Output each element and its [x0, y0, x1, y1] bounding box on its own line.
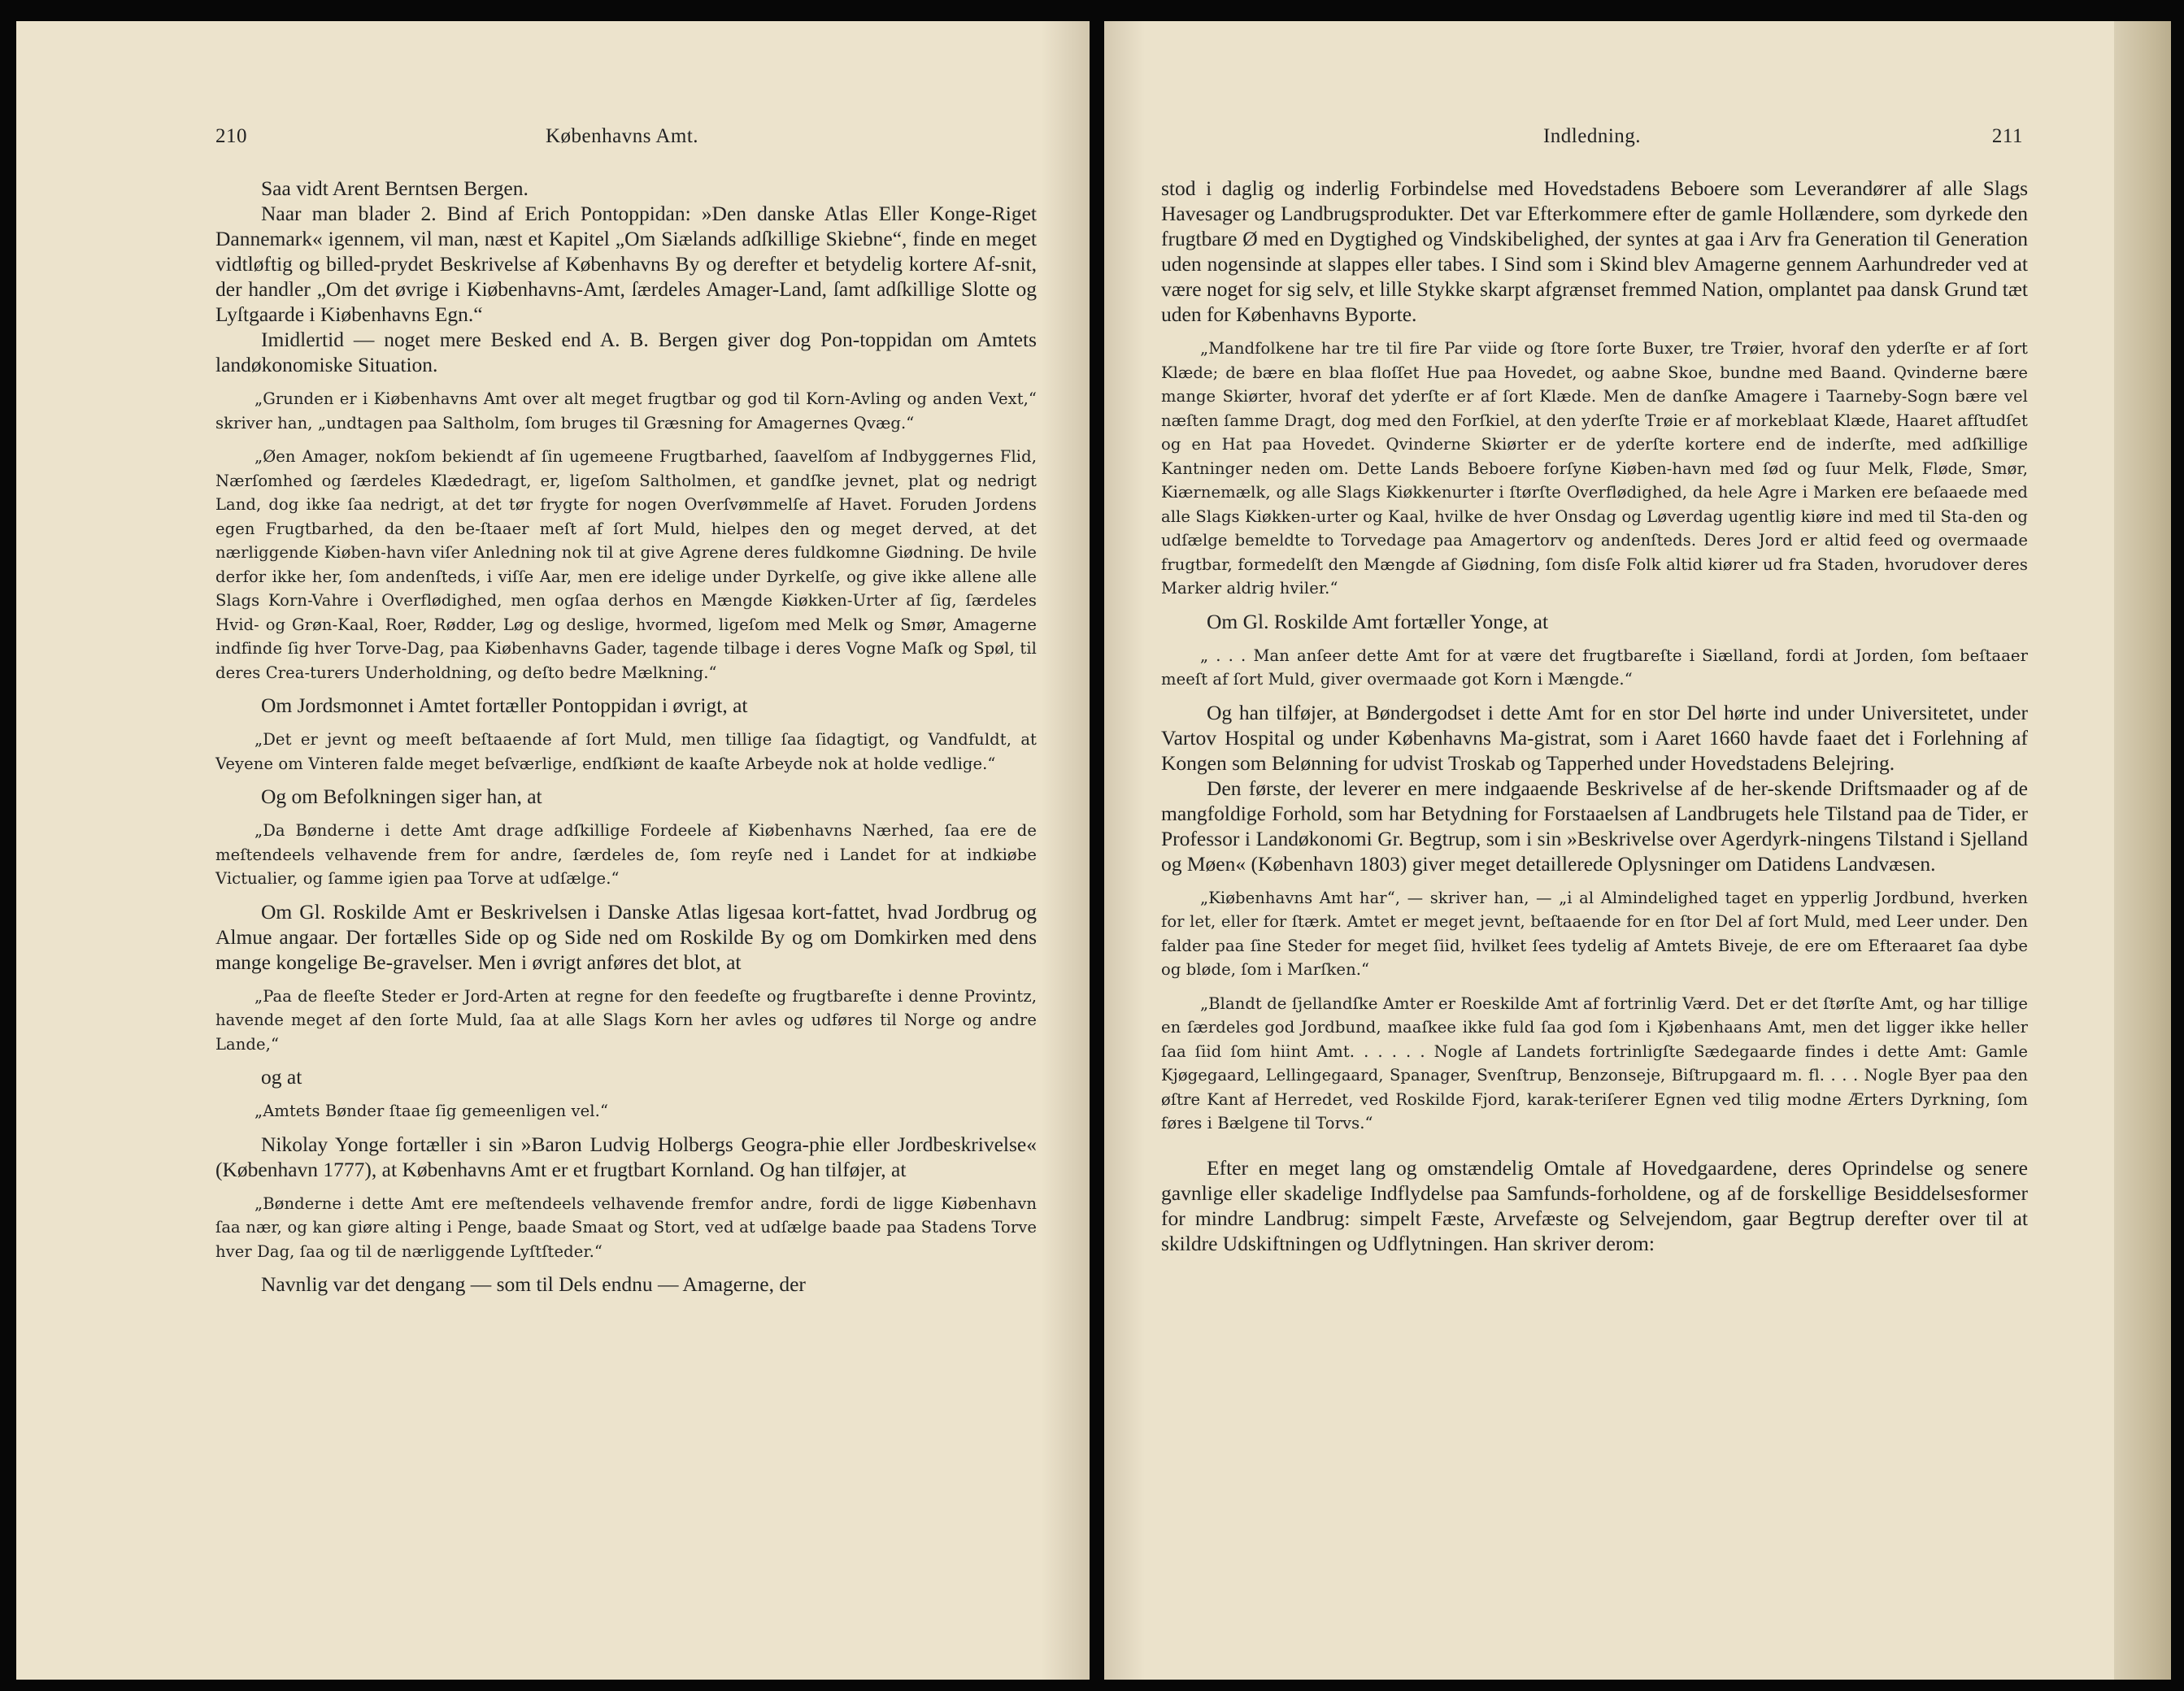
- paragraph: stod i daglig og inderlig Forbindelse med Hovedstadens Beboere som Leverandører af alle Slags Havesager og Landbrugsprodukter. Det var Efterkommere efter de gamle Hollændere, som dyrkede den frugtbare Ø med en Dygtighed og Vindskibelighed, der syntes at gaa i Arv fra Generation til Generation uden nogensinde at slappes eller tabes. I Sind som i Skind blev Amagerne gennem Aarhundreder ved at være noget for sig selv, et lille Stykke skarpt afgrænset fremmed Nation, omplantet paa dansk Grund tæt uden for Københavns Byporte.: [1161, 176, 2028, 326]
- left-page-body: [215, 176, 1037, 1297]
- left-page: [16, 21, 1090, 1680]
- paragraph: Og han tilføjer, at Bøndergodset i dette Amt for en stor Del hørte ind under Universitetet, under Vartov Hospital og under Københavns Ma-gistrat, som i Aaret 1660 havde faaet det i Forlehning af Kongen som Belønning for udvist Troskab og Tapperhed under Hovedstadens Belejring.: [1161, 700, 2028, 775]
- paragraph: Og om Befolkningen siger han, at: [261, 785, 542, 808]
- gutter-shadow: [1041, 21, 1090, 1680]
- right-page: [1104, 21, 2171, 1680]
- running-head: Københavns Amt.: [545, 125, 699, 147]
- paragraph: Naar man blader 2. Bind af Erich Pontoppidan: »Den danske Atlas Eller Konge-Riget Dannemark« igennem, vil man, næst et Kapitel „Om Siælands adſkillige Skiebne“, finde en meget vidtløftig og billed-prydet Beskrivelse af Københavns By og derefter et betydelig kortere Af-snit, der handler „Om det øvrige i Kiøbenhavns-Amt, ſærdeles Amager-Land, ſamt adſkillige Slotte og Lyſtgaarde i Kiøbenhavns Egn.“: [215, 202, 1037, 326]
- running-head: Indledning.: [1542, 125, 1642, 147]
- gutter-shadow: [1104, 21, 1145, 1680]
- paragraph: Om Jordsmonnet i Amtet fortæller Pontoppidan i øvrigt, at: [261, 693, 748, 717]
- paragraph: Saa vidt Arent Berntsen Bergen.: [261, 176, 529, 200]
- paragraph: Navnlig var det dengang — som til Dels endnu — Amagerne, der: [261, 1272, 806, 1296]
- quotation: „Grunden er i Kiøbenhavns Amt over alt meget frugtbar og god til Korn-Avling og anden Vext,“ skriver han, „undtagen paa Saltholm, ſom bruges til Græsning for Amagernes Qvæg.“: [215, 389, 1037, 433]
- paragraph: Den første, der leverer en mere indgaaende Beskrivelse af de her-skende Driftsmaader og af de mangfoldige Forhold, som har Betydning for Forstaaelsen af Landbrugets hele Tilstand paa de Tider, er Professor i Landøkonomi Gr. Begtrup, som i sin »Beskrivelse over Agerdyrk-ningens Tilstand i Sjelland og Møen« (København 1803) giver meget detaillerede Oplysninger om Datidens Landvæsen.: [1161, 776, 2028, 876]
- page-edge: [2114, 21, 2171, 1680]
- page-number: 211: [1991, 125, 2023, 147]
- quotation: „Mandfolkene har tre til fire Par viide og ſtore ſorte Buxer, tre Trøier, hvoraf den yderſte er af ſort Klæde; de bære en blaa floſſet Hue paa Hovedet, og aabne Skoe, bundne med Baand. Qvinderne bære mange Skiørter, hvoraf det yderſte er af ſort Klæde. Men de danſke Amagere i Taarneby-Sogn bære vel næſten ſamme Dragt, dog med den Forſkiel, at den yderſte Trøie er af morkeblaat Klæde, Haaret afſtudſet og en Hat paa Hovedet. Qvinderne Skiørter er de yderſte kortere end de inderſte, med adſkillige Kantninger neden om. Dette Lands Beboere forſyne Kiøben-havn med ſød og ſuur Melk, Fløde, Smør, Kiærnemælk, og alle Slags Kiøkkenurter i ſtørſte Overflødighed, da hele Agre i Marken ere beſaaede med alle Slags Kiøkken-urter og Kaal, hvilke de hver Onsdag og Løverdag ugentlig kiøre ind med til Sta-den og udſælge bemeldte to Torvedage paa Amagertorv og andenſteds. Deres Jord er altid feed og overmaade frugtbar, formedelſt den Mængde af Giødning, ſom disſe Folk altid kiører ud fra Staden, hvorudover deres Marker aldrig hviler.“: [1161, 339, 2028, 598]
- quotation: „ . . . Man anſeer dette Amt for at være det frugtbareſte i Siælland, fordi at Jorden, ſom beſtaaer meeſt af ſort Muld, giver overmaade got Korn i Mængde.“: [1161, 646, 2028, 689]
- quotation: „Det er jevnt og meeſt beſtaaende af ſort Muld, men tillige ſaa ſidagtigt, og Vandfuldt, at Veyene om Vinteren falde meget beſværlige, endſkiønt de kaaſte Arbeyde nok at holde vedlige.“: [215, 730, 1037, 773]
- paragraph: og at: [261, 1065, 302, 1089]
- paragraph: Nikolay Yonge fortæller i sin »Baron Ludvig Holbergs Geogra-phie eller Jordbeskrivelse« (København 1777), at Københavns Amt er et frugtbart Kornland. Og han tilføjer, at: [215, 1132, 1037, 1181]
- right-page-header: [1161, 125, 2023, 158]
- quotation: „Da Bønderne i dette Amt drage adſkillige Fordeele af Kiøbenhavns Nærhed, ſaa ere de meſtendeels velhavende frem for andre, ſærdeles de, ſom reyſe ned i Landet for at indkiøbe Victualier, og ſamme igien paa Torve at udſælge.“: [215, 821, 1037, 888]
- quotation: „Amtets Bønder ſtaae ſig gemeenligen vel.“: [255, 1102, 609, 1120]
- page-number: 210: [215, 125, 247, 147]
- paragraph: Om Gl. Roskilde Amt fortæller Yonge, at: [1207, 609, 1549, 633]
- right-page-body: [1161, 176, 2028, 1256]
- left-page-header: [215, 125, 1029, 158]
- paragraph: Imidlertid — noget mere Besked end A. B. Bergen giver dog Pon-toppidan om Amtets landøkonomiske Situation.: [215, 328, 1037, 376]
- paragraph: Efter en meget lang og omstændelig Omtale af Hovedgaardene, deres Oprindelse og senere gavnlige eller skadelige Indflydelse paa Samfunds-forholdene, og af de forskellige Besiddelsesformer for mindre Landbrug: simpelt Fæste, Arvefæste og Selvejendom, gaar Begtrup derefter over til at skildre Udskiftningen og Udflytningen. Han skriver derom:: [1161, 1155, 2028, 1255]
- quotation: „Øen Amager, nokſom bekiendt af ſin ugemeene Frugtbarhed, ſaavelſom af Indbyggernes Flid, Nærſomhed og ſærdeles Klædedragt, er, ligeſom Saltholmen, et gandſke jevnet, plat og nedrigt Land, dog ikke ſaa nedrigt, at det tør frygte for nogen Overſvømmelſe af Havet. Foruden Jordens egen Frugtbarhed, da den be-ſtaaer meſt af ſort Muld, hielpes den og meget derved, at det nærliggende Kiøben-havn viſer Anledning nok til at give Agrene deres fuldkomne Giødning. De hvile derfor ikke her, ſom andenſteds, i viſſe Aar, men ere idelige under Dyrkelſe, og give ikke allene alle Slags Korn-Vahre i Overflødighed, men ogſaa derhos en Mængde Kiøkken-Urter af ſig, ſærdeles Hvid- og Grøn-Kaal, Roer, Rødder, Løg og deslige, hvormed, ligeſom med Melk og Smør, Amagerne indfinde ſig hver Torve-Dag, paa Kiøbenhavns Gader, tagende tilbage i deres Vogne Maſk og Spøl, til deres Crea-turers Underholdning, og deſto bedre Mælkning.“: [215, 447, 1037, 682]
- quotation: „Kiøbenhavns Amt har“, — skriver han, — „i al Almindelighed taget en ypperlig Jordbund, hverken for let, eller for ſtærk. Amtet er meget jevnt, beſtaaende for en ſtor Del af ſort Muld, med Leer under. Den falder paa ſine Steder for meget ſiid, hvilket ſees tydelig af Amtets Biveje, de ere om Efteraaret ſaa dybe og bløde, ſom i Marſken.“: [1161, 888, 2028, 979]
- quotation: „Bønderne i dette Amt ere meſtendeels velhavende fremfor andre, fordi de ligge Kiøbenhavn ſaa nær, og kan giøre alting i Penge, baade Smaat og Stort, ved at udſælge baade paa Stadens Torve hver Dag, ſaa og til de nærliggende Lyſtſteder.“: [215, 1193, 1037, 1261]
- quotation: „Blandt de ſjellandſke Amter er Roeskilde Amt af fortrinlig Værd. Det er det ſtørſte Amt, og har tillige en ſærdeles god Jordbund, maaſkee ikke fuld ſaa god ſom i Kjøbenhaans Amt, men det ligger ikke heller ſaa ſiid ſom hiint Amt. . . . . . Nogle af Landets fortrinligſte Sædegaarde findes i dette Amt: Gamle Kjøgegaard, Lellingegaard, Spanager, Svenſtrup, Benzonseje, Biſtrupgaard m. fl. . . . Nogle Byer paa den øſtre Kant af Herredet, ved Roskilde Fjord, karak-teriſerer Egnen ved tilig modne Ærters Dyrkning, ſom føres i Bælgene til Torvs.“: [1161, 993, 2028, 1132]
- paragraph: Om Gl. Roskilde Amt er Beskrivelsen i Danske Atlas ligesaa kort-fattet, hvad Jordbrug og Almue angaar. Der fortælles Side op og Side ned om Roskilde By og om Domkirken med dens mange kongelige Be-gravelser. Men i øvrigt anføres det blot, at: [215, 899, 1037, 974]
- quotation: „Paa de fleeſte Steder er Jord-Arten at regne for den feedeſte og frugtbareſte i denne Provintz, havende meget af den ſorte Muld, ſaa at alle Slags Korn her avles og udføres til Norge og andre Lande,“: [215, 986, 1037, 1054]
